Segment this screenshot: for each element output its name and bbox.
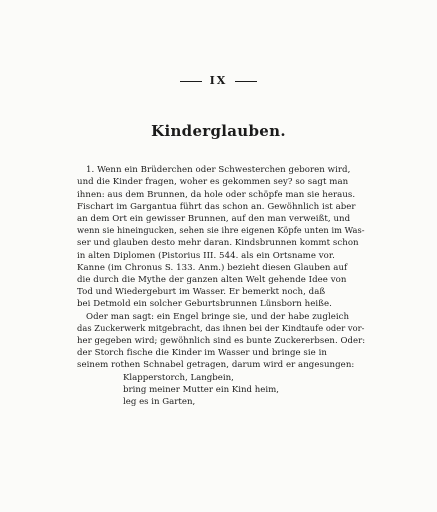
verse-line: Klapperstorch, Langbein,: [123, 373, 234, 383]
text-line: Tod und Wiedergeburt im Wasser. Er bemerkt noch, daß: [77, 287, 326, 297]
text-line: ser und glauben desto mehr daran. Kindsbrunnen kommt schon: [77, 238, 359, 248]
text-line: 1. Wenn ein Brüderchen oder Schwesterchen geboren wird,: [86, 165, 351, 175]
text-line: wenn sie hineingucken, sehen sie ihre eigenen Köpfe unten im Was-: [77, 226, 365, 236]
text-line: die durch die Mythe der ganzen alten Welt gehende Idee von: [77, 275, 347, 285]
text-line: das Zuckerwerk mitgebracht, das ihnen bei der Kindtaufe oder vor-: [77, 324, 365, 334]
page-number: IX: [209, 74, 228, 87]
chapter-title: Kinderglauben.: [151, 122, 286, 140]
verse-line: leg es in Garten,: [123, 397, 196, 407]
text-line: in alten Diplomen (Pistorius III. 544. als ein Ortsname vor.: [77, 251, 335, 261]
text-line: bei Detmold ein solcher Geburtsbrunnen Lünsborn heiße.: [77, 299, 332, 309]
page-header: [0, 74, 437, 88]
text-line: Oder man sagt: ein Engel bringe sie, und der habe zugleich: [86, 312, 350, 322]
text-line: und die Kinder fragen, woher es gekommen sey? so sagt man: [77, 177, 349, 187]
text-line: Kanne (im Chronus S. 133. Anm.) bezieht diesen Glauben auf: [77, 263, 348, 273]
header-rule-right: [235, 81, 257, 82]
text-line: seinem rothen Schnabel getragen, darum wird er angesungen:: [77, 360, 355, 370]
verse-line: bring meiner Mutter ein Kind heim,: [123, 385, 280, 395]
text-line: ihnen: aus dem Brunnen, da hole oder schöpfe man sie heraus.: [77, 190, 356, 200]
text-line: her gegeben wird; gewöhnlich sind es bunte Zuckererbsen. Oder:: [77, 336, 366, 346]
header-rule-left: [180, 81, 202, 82]
text-line: an dem Ort ein gewisser Brunnen, auf den man verweißt, und: [77, 214, 351, 224]
text-line: der Storch fische die Kinder im Wasser und bringe sie in: [77, 348, 327, 358]
text-line: Fischart im Gargantua führt das schon an. Gewöhnlich ist aber: [77, 202, 356, 212]
